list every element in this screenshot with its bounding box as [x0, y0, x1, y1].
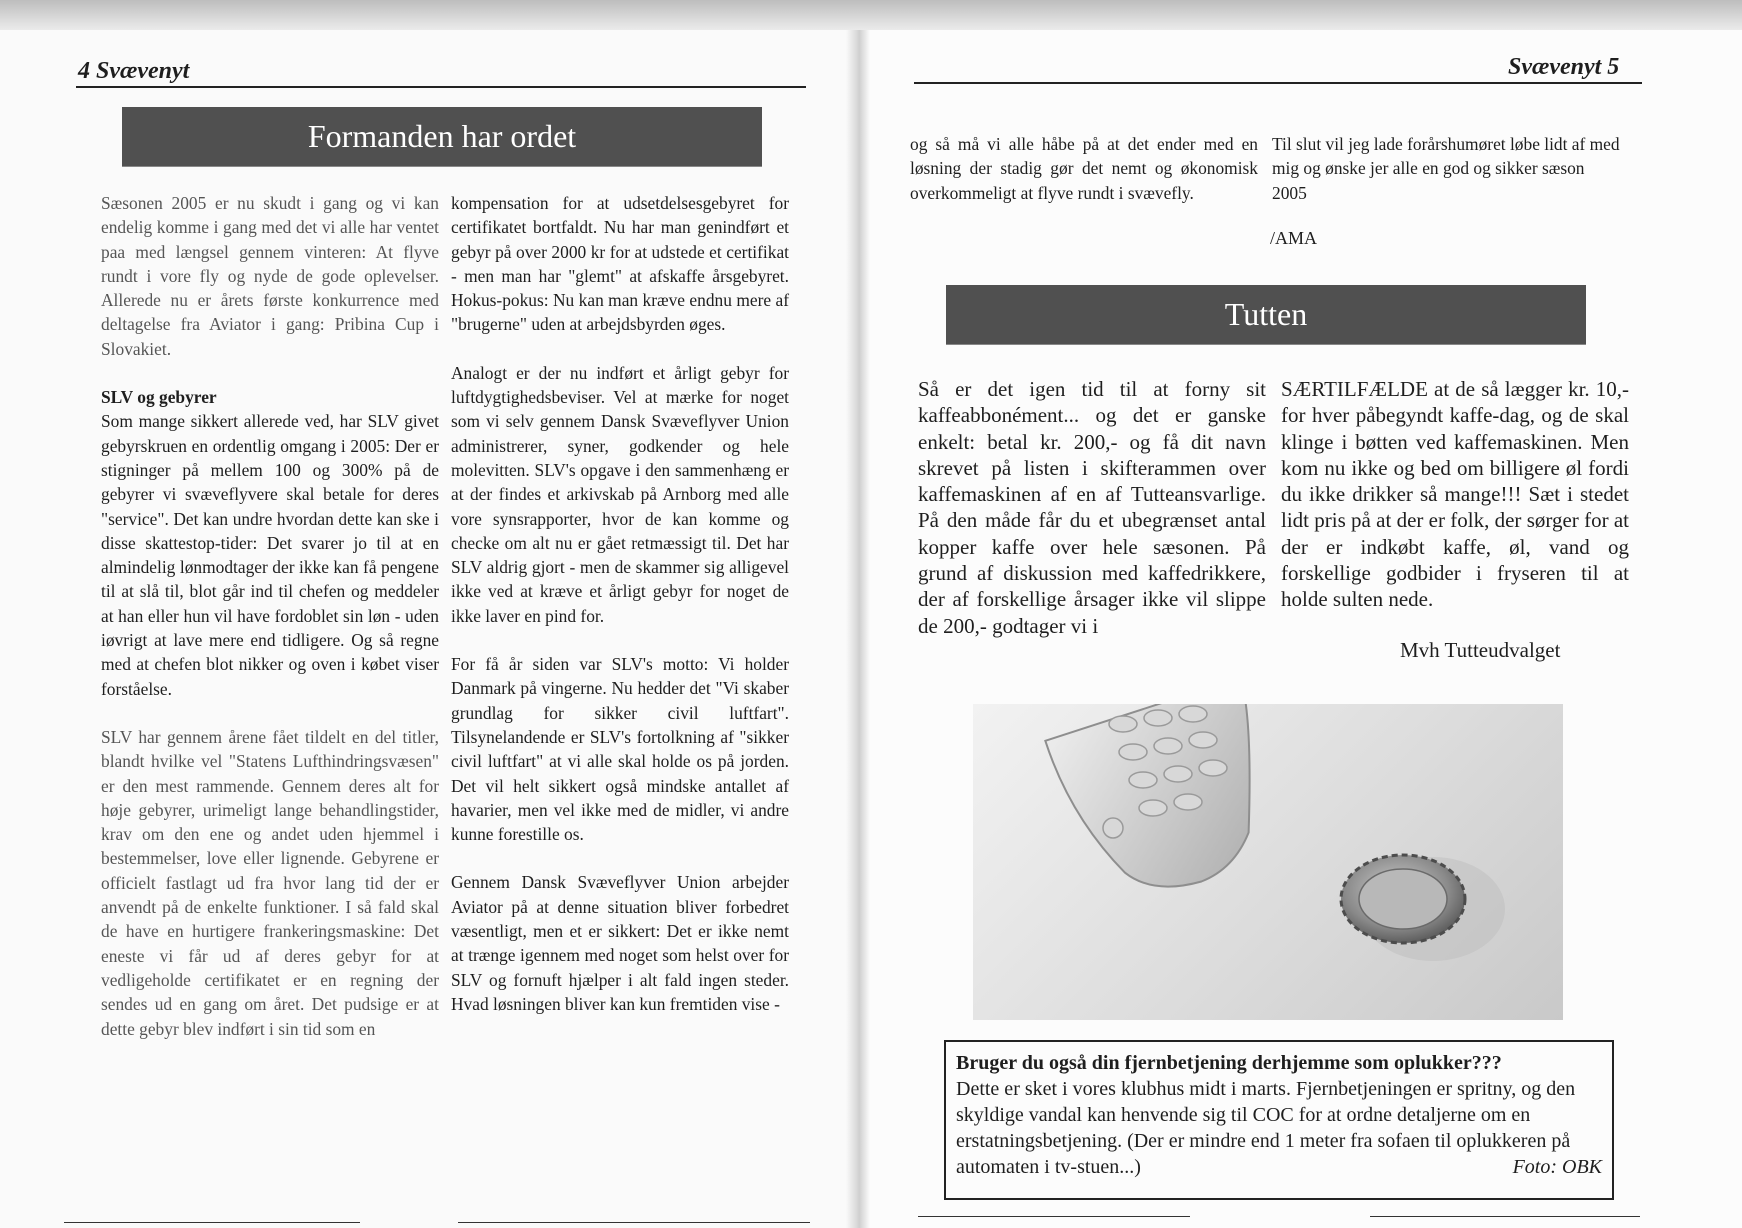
left-head-rule: [76, 86, 806, 88]
tutten-column-1: Så er det igen tid til at forny sit kaffeabbonément... og det er ganske enkelt: betal kr. 200,- og få dit navn skrevet på listen i skifterammen over kaffemaskinen af en af Tutteansvarlige. På den måde får du et ubegrænset antal kopper kaffe over hele sæsonen. På grund af diskussion med kaffedrikkere, der af forskellige årsager ikke vil slippe de 200,- godtager vi i: [918, 377, 1266, 638]
luftdygtighed-paragraph: Analogt er der nu indført et årligt gebyr for luftdygtighedsbeviser. Vel at mærke for noget som vi selv gennem Dansk Svæveflyver Union administrerer, syner, godkender og hele molevitten. SLV's opgave i den sammenhæng er at der findes et arkivskab på Arnborg med alle vore synsrapporter, hvor de kan komme og checke om alt nu er gået retmæssigt til. Det har SLV aldrig gjort - men de skammer sig alligevel ikke ved at kræve et årligt gebyr for noget de ikke laver en pind for.: [451, 362, 789, 626]
motto-paragraph: For få år siden var SLV's motto: Vi holder Danmark på vingerne. Nu hedder det "Vi skaber grundlag for sikker civil luftfart". Tilsynelandende er SLV's fortolkning af "sikker civil luftfart" at vi alle skal holde os på jorden. Det vil helt sikkert også mindske antallet af havarier, men vel ikke med de midler, vi andre kunne forestille os.: [451, 654, 789, 845]
section-subhead: SLV og gebyrer: [101, 387, 217, 408]
titles-paragraph: SLV har gennem årene fået tildelt en del titler, blandt hvilke vel "Statens Lufthindringsvæsen" er den mest rammende. Gennem deres alt for høje gebyrer, urimeligt lange behandlingstider, krav om den ene og andet uden hjemmel i bestemmelser, love eller lignende. Gebyrene er officielt fastlagt ud fra hvor lang tid der er anvendt på de enkelte funktioner. I så fald skal de have en hurtigere frankeringsmaskine: Det eneste vi får ud af deres gebyr for at vedligeholde certifikatet er en regning der sendes ud en gang om året. Det pudsige er at dette gebyr blev indført i sin tid som en: [101, 726, 439, 1039]
left-running-head: 4 Svævenyt: [78, 58, 190, 84]
left-column-2: [451, 191, 789, 1016]
right-foot-rule: [918, 1216, 1190, 1217]
remote-bottlecap-photo: [973, 704, 1563, 1020]
article-title-tutten: Tutten: [946, 285, 1586, 345]
caption-text: Dette er sket i vores klubhus midt i marts. Fjernbetjeningen er spritny, og den skyldige vandal kan henvende sig til COC for at ordne detaljerne om en erstatningsbetjening. (Der er mindre end 1 meter fra sofaen til oplukkeren på automaten i tv-stuen...): [956, 1078, 1576, 1178]
photo-illustration: [973, 704, 1563, 1020]
article-title-formanden: Formanden har ordet: [122, 107, 762, 167]
right-head-rule: [914, 82, 1642, 84]
photo-credit: Foto: OBK: [1512, 1156, 1602, 1178]
left-foot-rule: [64, 1222, 360, 1223]
gebyrer-paragraph: Som mange sikkert allerede ved, har SLV givet gebyrskruen en ordentlig omgang i 2005: Der er stigninger på mellem 100 og 300% på de gebyrer vi svæveflyvere skal betale for deres "service". Det kan undre hvordan dette kan ske i disse skattestop-tider: Det svarer jo til at en almindelig lønmodtager der ikke kan få pengene til at slå til, blot går ind til chefen og meddeler at han eller hun vil have fordoblet sin løn - uden iøvrigt at lave mere end tidligere. Og så regne med at chefen blot nikker og oven i købet viser forståelse.: [101, 411, 439, 699]
scan-edge: [0, 0, 1742, 34]
tutten-signature: Mvh Tutteudvalget: [1400, 638, 1561, 662]
author-signature: /AMA: [1270, 228, 1318, 248]
photo-caption-box: [944, 1040, 1614, 1200]
left-column-1: [101, 191, 439, 1041]
dsvu-paragraph: Gennem Dansk Svæveflyver Union arbejder Aviator på at denne situation bliver forbedret væsentligt, men et er sikkert: Det er ikke nemt at trænge igennem med noget som helst over for SLV og fornuft hjælper i alt fald ingen steder. Hvad løsningen bliver kan kun fremtiden vise -: [451, 872, 789, 1014]
left-foot-rule-2: [458, 1222, 810, 1223]
right-foot-rule-2: [1370, 1216, 1640, 1217]
book-gutter: [846, 30, 870, 1228]
compensation-paragraph: kompensation for at udsetdelsesgebyret for certifikatet bortfaldt. Nu har man genindført et gebyr på over 2000 kr for at udstede et certifikat - men man har "glemt" at afskaffe årsgebyret. Hokus-pokus: Nu kan man kræve endnu mere af "brugerne" uden at arbejdsbyrden øges.: [451, 193, 789, 335]
caption-heading: Bruger du også din fjernbetjening derhjemme som oplukker???: [956, 1052, 1502, 1074]
continuation-column-2: Til slut vil jeg lade forårshumøret løbe lidt af med mig og ønske jer alle en god og sikker sæson 2005: [1272, 134, 1620, 203]
tutten-column-2: SÆRTILFÆLDE at de så lægger kr. 10,- for hver påbegyndt kaffe-dag, og de skal klinge i bøtten ved kaffemaskinen. Men kom nu ikke og bed om billigere øl fordi du ikke drikker så mange!!! Sæt i stedet lidt pris på at der er folk, der sørger for at der er indkøbt kaffe, øl, vand og forskellige godbider i fryseren til at holde sulten nede.: [1281, 377, 1629, 612]
intro-paragraph: Sæsonen 2005 er nu skudt i gang og vi kan endelig komme i gang med det vi alle har ventet paa med længsel gennem vinteren: At flyve rundt i vore fly og nyde de gode oplevelser. Allerede nu er årets første konkurrence med deltagelse fra Aviator i gang: Pribina Cup i Slovakiet.: [101, 193, 439, 359]
continuation-column-1: og så må vi alle håbe på at det ender med en løsning der stadig gør det nemt og økonomisk overkommeligt at flyve rundt i svævefly.: [910, 134, 1258, 203]
right-running-head: Svævenyt 5: [1508, 54, 1620, 80]
